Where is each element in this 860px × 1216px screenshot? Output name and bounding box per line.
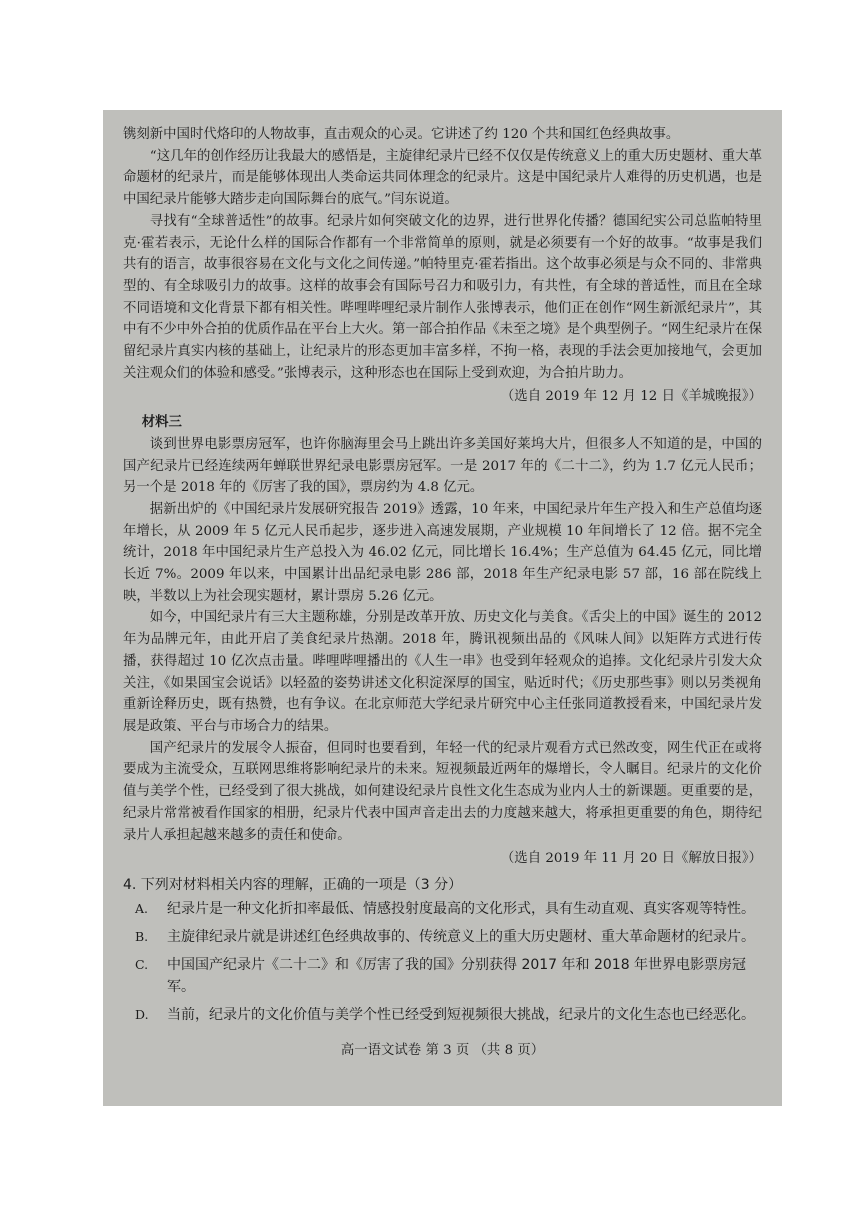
material3-source: （选自 2019 年 11 月 20 日《解放日报》） xyxy=(500,851,762,867)
question-stem: 4. 下列对材料相关内容的理解，正确的一项是（3 分） xyxy=(123,876,463,893)
material2-source: （选自 2019 年 12 月 12 日《羊城晚报》） xyxy=(500,389,762,405)
option-letter: A. xyxy=(135,900,149,916)
option-letter: B. xyxy=(135,928,149,944)
option-b xyxy=(123,926,762,948)
material3-paragraph-3: 如今，中国纪录片有三大主题称雄，分别是改革开放、历史文化与美食。《舌尖上的中国》诞生的 2012 年为品牌元年，由此开启了美食纪录片热潮。2018 年，腾讯视频出品的《风味人间》以矩阵方式进行传播，获得超过 10 亿次点击量。哔哩哔哩播出的《人生一串》也受到年轻观众的追捧。文化纪录片引发大众关注，《如果国宝会说话》以轻盈的姿势讲述文化积淀深厚的国宝，贴近时代；《历史那些事》则以另类视角重新诠释历史，既有热赞，也有争议。在北京师范大学纪录片研究中心主任张同道教授看来，中国纪录片发展是政策、平台与市场合力的结果。 xyxy=(123,610,762,734)
option-d xyxy=(123,1004,762,1026)
option-text: 主旋律纪录片就是讲述红色经典故事的、传统意义上的重大历史题材、重大革命题材的纪录片。 xyxy=(167,928,755,945)
material3-paragraph-4: 国产纪录片的发展令人振奋，但同时也要看到，年轻一代的纪录片观看方式已然改变，网生代正在或将要成为主流受众，互联网思维将影响纪录片的未来。短视频最近两年的爆增长，令人瞩目。纪录片的文化价值与美学个性，已经受到了很大挑战，如何建设纪录片良性文化生态成为业内人士的新课题。更重要的是，纪录片常常被看作国家的相册，纪录片代表中国声音走出去的力度越来越大，将承担更重要的角色，期待纪录片人承担起越来越多的责任和使命。 xyxy=(123,740,762,843)
material2-paragraph-2: “这几年的创作经历让我最大的感悟是，主旋律纪录片已经不仅仅是传统意义上的重大历史题材、重大革命题材的纪录片，而是能够体现出人类命运共同体理念的纪录片。这是中国纪录片人难得的历史机遇，也是中国纪录片能够大踏步走向国际舞台的底气。”闫东说道。 xyxy=(123,148,762,208)
material2-paragraph-3: 寻找有“全球普适性”的故事。纪录片如何突破文化的边界，进行世界化传播？德国纪实公司总监帕特里克·霍若表示，无论什么样的国际合作都有一个非常简单的原则，就是必须要有一个好的故事。“故事是我们共有的语言，故事很容易在文化与文化之间传递。”帕特里克·霍若指出。这个故事必须是与众不同的、非常典型的、有全球吸引力的故事。这样的故事会有国际号召力和吸引力，有共性，有全球的普适性，而且在全球不同语境和文化背景下都有相关性。哔哩哔哩纪录片制作人张博表示，他们正在创作“网生新派纪录片”，其中有不少中外合拍的优质作品在平台上大火。第一部合拍作品《未至之境》是个典型例子。“网生纪录片在保留纪录片真实内核的基础上，让纪录片的形态更加丰富多样，不拘一格，表现的手法会更加接地气，会更加关注观众们的体验和感受。”张博表示，这种形态也在国际上受到欢迎，为合拍片助力。 xyxy=(123,213,762,381)
option-text: 纪录片是一种文化折扣率最低、情感投射度最高的文化形式，具有生动直观、真实客观等特性。 xyxy=(167,900,755,917)
material3-paragraph-2: 据新出炉的《中国纪录片发展研究报告 2019》透露，10 年来，中国纪录片年生产投入和生产总值均逐年增长，从 2009 年 5 亿元人民币起步，逐步进入高速发展期，产业规模 10 年间增长了 12 倍。据不完全统计，2018 年中国纪录片生产总投入为 46.02 亿元，同比增长 16.4%；生产总值为 64.45 亿元，同比增长近 7%。2009 年以来，中国累计出品纪录电影 286 部，2018 年生产纪录电影 57 部，16 部在院线上映，半数以上为社会现实题材，累计票房 5.26 亿元。 xyxy=(123,501,762,604)
exam-page xyxy=(103,110,782,1106)
option-a xyxy=(123,898,762,920)
option-letter: D. xyxy=(135,1006,149,1022)
option-text: 中国国产纪录片《二十二》和《厉害了我的国》分别获得 2017 年和 2018 年世界电影票房冠军。 xyxy=(167,956,747,995)
answer-options xyxy=(123,898,762,1026)
material3-paragraph-1: 谈到世界电影票房冠军，也许你脑海里会马上跳出许多美国好莱坞大片，但很多人不知道的是，中国的国产纪录片已经连续两年蝉联世界纪录电影票房冠军。一是 2017 年的《二十二》，约为 1.7 亿元人民币；另一个是 2018 年的《厉害了我的国》，票房约为 4.8 亿元。 xyxy=(123,436,762,496)
option-letter: C. xyxy=(135,956,149,972)
page-footer: 高一语文试卷 第 3 页 （共 8 页） xyxy=(340,1043,545,1058)
material3-heading: 材料三 xyxy=(141,414,182,431)
option-text: 当前，纪录片的文化价值与美学个性已经受到短视频很大挑战，纪录片的文化生态也已经恶化。 xyxy=(167,1006,755,1023)
option-c xyxy=(123,954,762,998)
material2-paragraph-1: 镌刻新中国时代烙印的人物故事，直击观众的心灵。它讲述了约 120 个共和国红色经典故事。 xyxy=(123,127,680,142)
